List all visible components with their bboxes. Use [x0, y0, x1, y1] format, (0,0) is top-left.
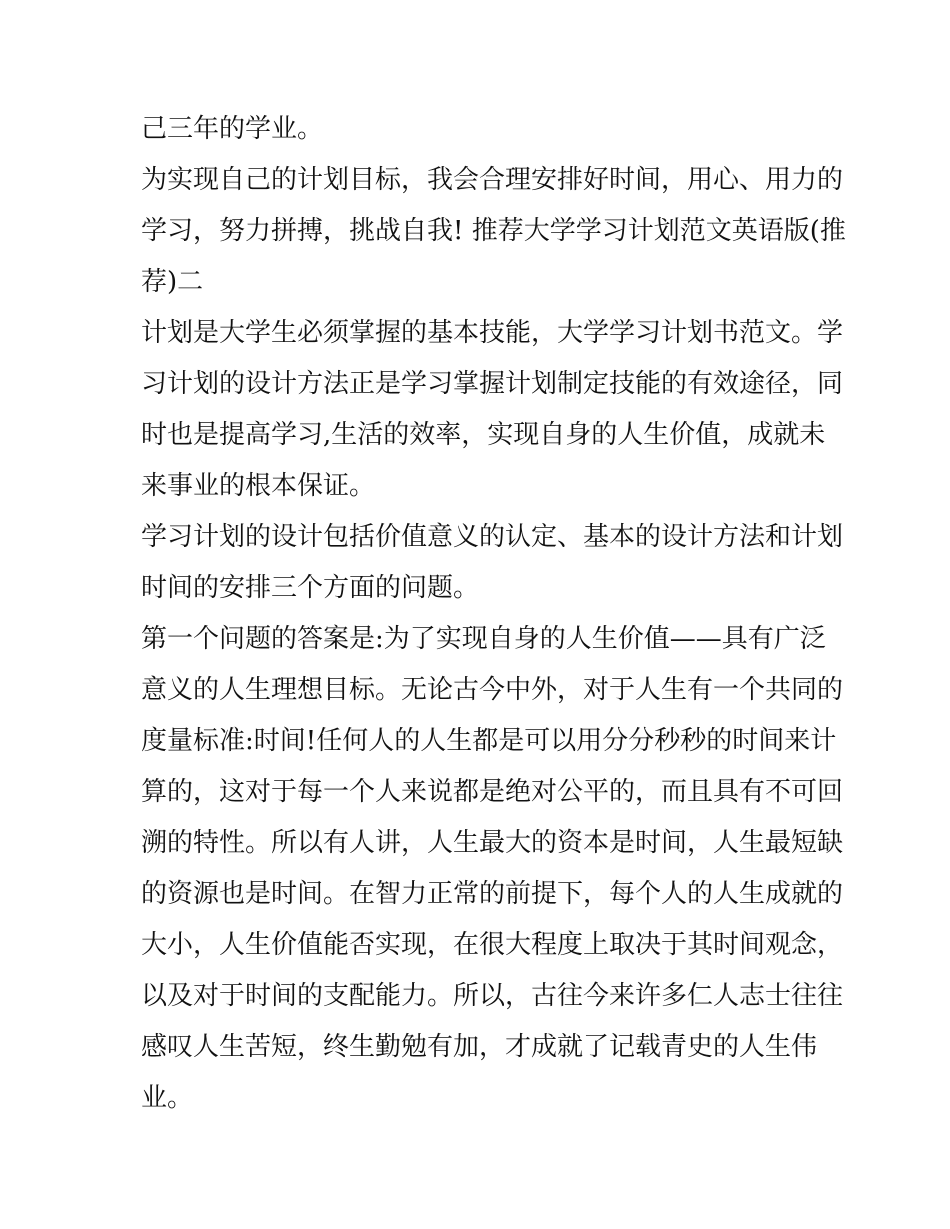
text-line: 学习计划的设计包括价值意义的认定、基本的设计方法和计划 — [141, 522, 844, 552]
text-line: 业。 — [141, 1083, 194, 1113]
text-line: 的资源也是时间。在智力正常的前提下，每个人的人生成就的 — [141, 879, 844, 909]
text-line: 时间的安排三个方面的问题。 — [141, 573, 480, 603]
text-line: 时也是提高学习,生活的效率，实现自身的人生价值，成就未 — [141, 420, 826, 450]
text-line: 以及对于时间的支配能力。所以，古往今来许多仁人志士往往 — [141, 981, 844, 1011]
text-line: 度量标准:时间!任何人的人生都是可以用分分秒秒的时间来计 — [141, 726, 837, 756]
text-line: 溯的特性。所以有人讲，人生最大的资本是时间，人生最短缺 — [141, 828, 844, 858]
text-line: 算的，这对于每一个人来说都是绝对公平的，而且具有不可回 — [141, 777, 844, 807]
text-line: 大小，人生价值能否实现，在很大程度上取决于其时间观念， — [141, 930, 844, 960]
document-body — [141, 104, 846, 1124]
text-line: 意义的人生理想目标。无论古今中外，对于人生有一个共同的 — [141, 675, 844, 705]
text-line: 感叹人生苦短，终生勤勉有加，才成就了记载青史的人生伟 — [141, 1032, 818, 1062]
text-line: 计划是大学生必须掌握的基本技能，大学学习计划书范文。学 — [141, 318, 844, 348]
text-line: 己三年的学业。 — [141, 114, 324, 144]
text-line: 为实现自己的计划目标，我会合理安排好时间，用心、用力的 — [141, 165, 844, 195]
text-line: 来事业的根本保证。 — [141, 471, 376, 501]
text-line: 学习，努力拼搏，挑战自我! 推荐大学学习计划范文英语版(推 — [141, 216, 846, 246]
text-line: 第一个问题的答案是:为了实现自身的人生价值——具有广泛 — [141, 624, 826, 654]
text-line: 习计划的设计方法正是学习掌握计划制定技能的有效途径，同 — [141, 369, 844, 399]
text-line: 荐)二 — [141, 267, 204, 297]
